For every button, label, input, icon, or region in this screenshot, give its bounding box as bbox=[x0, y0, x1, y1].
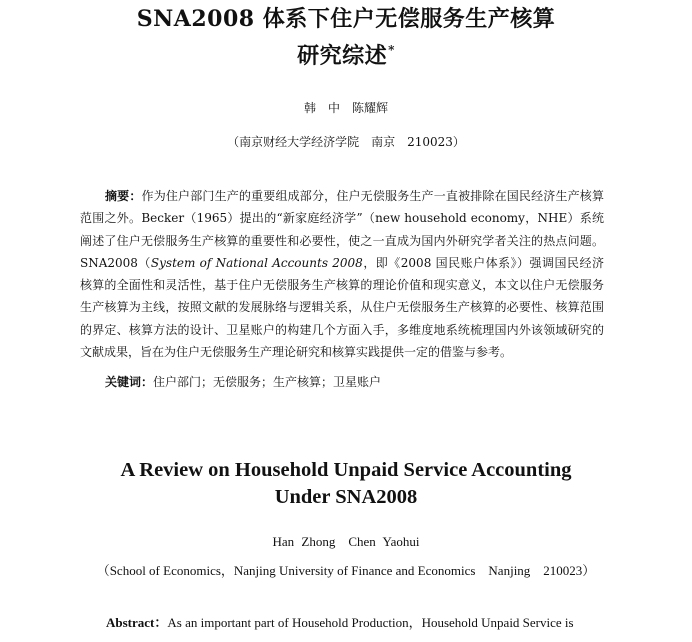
chinese-title-text-2: 研究综述 bbox=[297, 43, 388, 69]
english-title-line-1: A Review on Household Unpaid Service Accounting bbox=[120, 459, 572, 481]
chinese-authors: 韩 中 陈耀辉 bbox=[303, 101, 388, 115]
chinese-abstract-label: 摘要： bbox=[105, 189, 142, 203]
english-title-line-2: Under SNA2008 bbox=[274, 486, 418, 508]
chinese-title-line-2 bbox=[0, 43, 692, 69]
chinese-abstract-italic: System of National Accounts 2008 bbox=[150, 255, 363, 270]
chinese-abstract-text: 作为住户部门生产的重要组成部分，住户无偿服务生产一直被排除在国民经济生产核算范围之外。Becker（1965）提出的“新家庭经济学”（new household economy，NHE）系统阐述了住户无偿服务生产核算的重要性和必要性，使之一直成为国内外研究学者关注的热点问题。SNA2008（ bbox=[80, 189, 604, 270]
english-affiliation: （School of Economics，Nanjing University of Finance and Economics Nanjing 210023） bbox=[96, 563, 596, 578]
chinese-title-line-1 bbox=[0, 6, 692, 32]
chinese-title-text-1: SNA2008 体系下住户无偿服务生产核算 bbox=[136, 6, 556, 32]
english-abstract bbox=[80, 614, 604, 632]
chinese-abstract-text-after: ，即《2008 国民账户体系》）强调国民经济核算的全面性和灵活性，基于住户无偿服务生产核算的理论价值和现实意义，本文以住户无偿服务生产核算为主线，按照文献的发展脉络与逻辑关系，从住户无偿服务生产核算的必要性、核算范围的界定、核算方法的设计、卫星账户的构建几个方面入手，多维度地系统梳理国内外该领域研究的文献成果，旨在为住户无偿服务生产理论研究和核算实践提供一定的借鉴与参考。 bbox=[80, 255, 604, 360]
english-abstract-label: Abstract： bbox=[106, 615, 168, 630]
chinese-affiliation: （南京财经大学经济学院 南京 210023） bbox=[227, 135, 465, 149]
chinese-keywords-label: 关键词： bbox=[105, 375, 154, 389]
english-abstract-text: As an important part of Household Production，Household Unpaid Service is bbox=[167, 615, 574, 630]
chinese-abstract bbox=[80, 185, 604, 363]
chinese-keywords bbox=[105, 373, 605, 391]
english-authors: Han Zhong Chen Yaohui bbox=[272, 534, 420, 549]
chinese-keywords-text: 住户部门；无偿服务；生产核算；卫星账户 bbox=[153, 375, 382, 389]
footnote-mark[interactable]: * bbox=[388, 43, 395, 57]
